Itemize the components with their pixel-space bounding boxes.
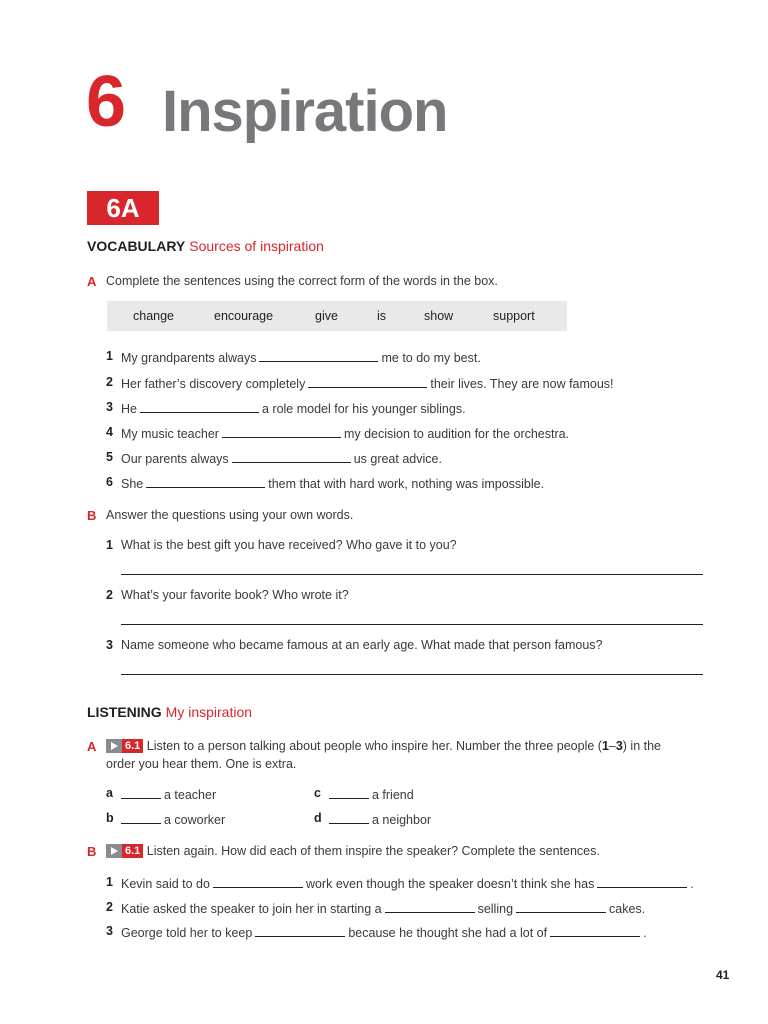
- word-box-item: give: [315, 309, 338, 323]
- option-b: a coworker: [121, 811, 225, 827]
- vocabulary-heading: [87, 238, 324, 254]
- vocab-a-sentence-6: She them that with hard work, nothing was impossible.: [121, 477, 545, 491]
- answer-blank[interactable]: [146, 475, 265, 488]
- answer-blank[interactable]: [259, 349, 378, 362]
- vocab-exercise-b-instruction: Answer the questions using your own words.: [106, 508, 354, 522]
- vocab-b-question-3: Name someone who became famous at an early age. What made that person famous?: [121, 638, 603, 652]
- item-number: 5: [106, 450, 113, 464]
- listening-b-sentence-3: George told her to keep because he thought she had a lot of .: [121, 926, 647, 940]
- option-d: a neighbor: [329, 811, 431, 827]
- item-number: 1: [106, 349, 113, 363]
- option-c: a friend: [329, 786, 414, 802]
- word-box: [107, 301, 567, 331]
- answer-blank[interactable]: [385, 900, 475, 913]
- listening-exercise-b-instruction: 6.1 Listen again. How did each of them inspire the speaker? Complete the sentences.: [106, 842, 600, 862]
- vocab-exercise-b-letter: B: [87, 508, 97, 523]
- listening-exercise-a-letter: A: [87, 739, 97, 754]
- listening-topic: My inspiration: [165, 704, 253, 720]
- option-a: a teacher: [121, 786, 216, 802]
- answer-blank[interactable]: [597, 875, 687, 888]
- answer-blank[interactable]: [255, 924, 345, 937]
- vocab-a-sentence-4: My music teacher my decision to audition for the orchestra.: [121, 427, 570, 441]
- item-number: 6: [106, 475, 113, 489]
- vocab-a-sentence-3: He a role model for his younger siblings.: [121, 402, 466, 416]
- word-box-item: show: [424, 309, 454, 323]
- item-number: 2: [106, 900, 113, 914]
- audio-track-button[interactable]: [106, 844, 143, 862]
- option-letter: d: [314, 811, 322, 825]
- lesson-badge: 6A: [87, 191, 159, 225]
- vocab-exercise-a-instruction: Complete the sentences using the correct form of the words in the box.: [106, 274, 498, 288]
- answer-blank[interactable]: [516, 900, 606, 913]
- listening-exercise-b-letter: B: [87, 844, 97, 859]
- listening-label: LISTENING: [87, 704, 162, 720]
- play-icon: [106, 844, 122, 858]
- page-number: 41: [716, 968, 730, 982]
- answer-line[interactable]: [121, 624, 703, 625]
- answer-blank[interactable]: [232, 450, 351, 463]
- vocab-a-sentence-1: My grandparents always me to do my best.: [121, 351, 481, 365]
- answer-blank[interactable]: [329, 811, 369, 824]
- word-box-item: support: [493, 309, 535, 323]
- play-icon: [106, 739, 122, 753]
- track-number: 6.1: [122, 739, 143, 753]
- answer-blank[interactable]: [121, 786, 161, 799]
- listening-exercise-a-instruction: 6.1 Listen to a person talking about people who inspire her. Number the three people (1–3) in the: [106, 737, 706, 757]
- option-letter: b: [106, 811, 114, 825]
- listening-exercise-a-instruction-cont: order you hear them. One is extra.: [106, 757, 297, 771]
- vocab-b-question-1: What is the best gift you have received? Who gave it to you?: [121, 538, 457, 552]
- option-letter: c: [314, 786, 321, 800]
- vocabulary-topic: Sources of inspiration: [189, 238, 324, 254]
- word-box-item: is: [377, 309, 387, 323]
- track-number: 6.1: [122, 844, 143, 858]
- listening-b-sentence-1: Kevin said to do work even though the speaker doesn’t think she has .: [121, 877, 694, 891]
- item-number: 1: [106, 538, 113, 552]
- vocab-exercise-a-letter: A: [87, 274, 97, 289]
- answer-line[interactable]: [121, 674, 703, 675]
- listening-heading: [87, 704, 252, 720]
- answer-blank[interactable]: [550, 924, 640, 937]
- answer-blank[interactable]: [329, 786, 369, 799]
- vocabulary-label: VOCABULARY: [87, 238, 186, 254]
- answer-blank[interactable]: [308, 375, 427, 388]
- listening-b-sentence-2: Katie asked the speaker to join her in starting a selling cakes.: [121, 902, 646, 916]
- answer-blank[interactable]: [222, 425, 341, 438]
- word-box-item: change: [133, 309, 175, 323]
- vocab-b-question-2: What’s your favorite book? Who wrote it?: [121, 588, 349, 602]
- answer-blank[interactable]: [140, 400, 259, 413]
- answer-blank[interactable]: [213, 875, 303, 888]
- option-letter: a: [106, 786, 113, 800]
- item-number: 1: [106, 875, 113, 889]
- item-number: 3: [106, 638, 113, 652]
- item-number: 3: [106, 400, 113, 414]
- word-box-item: encourage: [214, 309, 274, 323]
- answer-blank[interactable]: [121, 811, 161, 824]
- vocab-a-sentence-5: Our parents always us great advice.: [121, 452, 442, 466]
- unit-number: 6: [86, 62, 127, 142]
- answer-line[interactable]: [121, 574, 703, 575]
- vocab-a-sentence-2: Her father’s discovery completely their lives. They are now famous!: [121, 377, 614, 391]
- item-number: 2: [106, 375, 113, 389]
- item-number: 4: [106, 425, 113, 439]
- item-number: 2: [106, 588, 113, 602]
- unit-title: Inspiration: [162, 79, 448, 144]
- item-number: 3: [106, 924, 113, 938]
